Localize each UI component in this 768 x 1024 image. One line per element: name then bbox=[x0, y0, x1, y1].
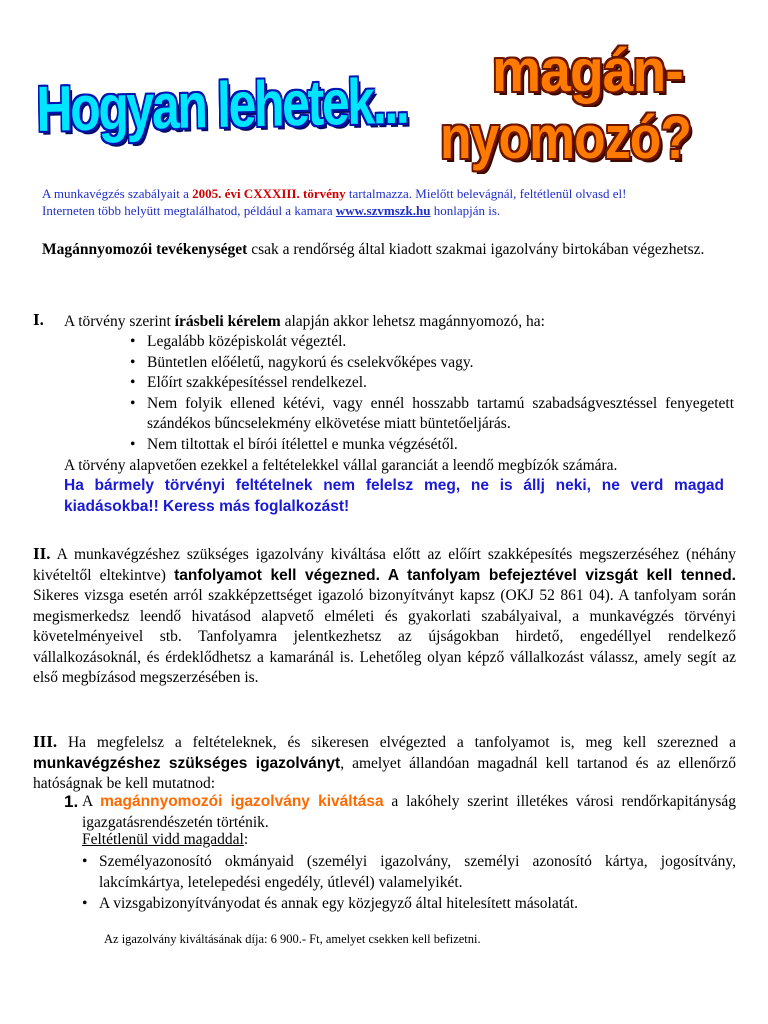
list-item-text: A vizsgabizonyítványodat és annak egy közjegyző által hitelesített másolatát. bbox=[99, 895, 579, 912]
section-1-number: I. bbox=[33, 310, 44, 329]
section-2-text: A munkavégzéshez szükséges igazolvány kiváltása előtt az előírt szakképesítés megszerzéséhez (néhány kivételtől eltekintve) bbox=[33, 546, 736, 584]
list-item bbox=[130, 373, 734, 394]
list-item-text: Legalább középiskolát végeztél. bbox=[147, 333, 347, 350]
bullet-icon: • bbox=[130, 333, 136, 350]
section-3-number: III. bbox=[33, 732, 58, 751]
item-1-text bbox=[82, 792, 736, 833]
bring-label-text: Feltétlenül vidd magaddal bbox=[82, 831, 244, 848]
bullet-icon: • bbox=[130, 353, 136, 371]
list-item bbox=[130, 332, 734, 353]
list-item bbox=[130, 435, 734, 456]
intro-text: Interneten több helyütt megtalálhatod, például a kamara bbox=[42, 203, 336, 218]
law-reference: 2005. évi CXXXIII. törvény bbox=[192, 186, 346, 201]
section-2-paragraph bbox=[33, 544, 736, 689]
bring-label bbox=[82, 830, 248, 851]
section-1-intro-bold: írásbeli kérelem bbox=[174, 313, 281, 330]
section-3-bold: munkavégzéshez szükséges igazolványt bbox=[33, 754, 341, 772]
intro-text: A munkavégzés szabályait a bbox=[42, 186, 193, 201]
section-3-text: , amelyet állandóan magadnál kell tartanod és az ellenőrző hatóságnak be kell mutatnod: bbox=[33, 754, 736, 792]
intro-paragraph bbox=[42, 185, 742, 219]
section-3-paragraph bbox=[33, 732, 736, 795]
documents-list bbox=[82, 852, 736, 915]
item-1-number: 1. bbox=[64, 792, 79, 811]
bring-label-colon: : bbox=[243, 831, 249, 848]
lead-text: csak a rendőrség által kiadott szakmai igazolvány birtokában végezhetsz. bbox=[247, 241, 705, 258]
title-wordart-part1: magán- bbox=[492, 37, 683, 104]
warning-text: Ha bármely törvényi feltételnek nem felelsz meg, ne is állj neki, ne verd magad kiadásokba!! Keress más foglalkozást! bbox=[64, 477, 724, 515]
bullet-icon: • bbox=[130, 435, 136, 453]
list-item-text: Nem folyik ellened kétévi, vagy ennél hosszabb tartamú szabadságvesztéssel fenyegetett szándékos bűncselekmény elkövetése miatt büntetőeljárás. bbox=[147, 394, 734, 432]
lead-paragraph bbox=[42, 240, 724, 261]
bullet-icon: • bbox=[130, 394, 136, 412]
list-item bbox=[130, 394, 734, 435]
list-item-text: Nem tiltottak el bírói ítélettel e munka végzésétől. bbox=[147, 435, 458, 453]
fee-note: Az igazolvány kiváltásának díja: 6 900.- Ft, amelyet csekken kell befizetni. bbox=[104, 932, 481, 946]
item-1-text-part: a lakóhely szerint illetékes városi rendőrkapitányság igazgatásrendészetén történik. bbox=[82, 793, 736, 831]
bullet-icon: • bbox=[82, 895, 88, 912]
section-2-number: II. bbox=[33, 544, 51, 563]
item-1-text-part: A bbox=[82, 793, 101, 810]
list-item bbox=[82, 894, 736, 915]
item-1-highlight: magánnyomozói igazolvány kiváltása bbox=[100, 793, 384, 810]
guarantee-note: A törvény alapvetően ezekkel a feltételekkel vállal garanciát a leendő megbízók számára. bbox=[64, 457, 618, 474]
section-1-intro-text: A törvény szerint bbox=[64, 313, 175, 330]
intro-text: tartalmazza. Mielőtt belevágnál, feltétlenül olvasd el! bbox=[345, 186, 627, 201]
chamber-website-link[interactable]: www.szvmszk.hu bbox=[335, 203, 431, 218]
title-wordart-part2: nyomozó? bbox=[440, 104, 692, 171]
section-3-text: Ha megfelelsz a feltételeknek, és sikeresen elvégezted a tanfolyamot is, meg kell szerezned a bbox=[57, 734, 736, 751]
section-1-intro bbox=[64, 312, 724, 333]
bullet-icon: • bbox=[82, 853, 88, 870]
title-wordart-main: Hogyan lehetek... bbox=[36, 64, 408, 145]
list-item-text: Személyazonosító okmányaid (személyi igazolvány, személyi azonosító kártya, jogosítvány, lakcímkártya, letelepedési engedély, útlevél) valamelyikét. bbox=[99, 853, 736, 891]
section-1-requirements-list bbox=[130, 332, 734, 455]
list-item-text: Előírt szakképesítéssel rendelkezel. bbox=[147, 374, 367, 391]
list-item bbox=[130, 353, 734, 374]
bullet-icon: • bbox=[130, 374, 136, 391]
section-2-text: Sikeres vizsga esetén arról szakképzettséget igazoló bizonyítványt kapsz (OKJ 52 861 04). A tanfolyam során megismerkedsz leendő hivatásod alapvető elméleti és gyakorlati szabályaival, a munkavégzés törvényi követelményeivel stb. Tanfolyamra jelentkezhetsz az újságokban hirdető, engedéllyel rendelkező vállalkozásoknál, és érdeklődhetsz a kamaránál is. Lehetőleg olyan képző vállalkozást válassz, amely segít az első megbízásod megszerzésében is. bbox=[33, 587, 736, 686]
intro-text: honlapján is. bbox=[430, 203, 501, 218]
lead-bold: Magánnyomozói tevékenységet bbox=[42, 241, 248, 258]
list-item bbox=[82, 852, 736, 893]
list-item-text: Büntetlen előéletű, nagykorú és cselekvőképes vagy. bbox=[147, 353, 474, 371]
section-1-intro-text: alapján akkor lehetsz magánnyomozó, ha: bbox=[280, 313, 545, 330]
section-2-bold: tanfolyamot kell végezned. A tanfolyam befejeztével vizsgát kell tenned. bbox=[174, 566, 736, 584]
